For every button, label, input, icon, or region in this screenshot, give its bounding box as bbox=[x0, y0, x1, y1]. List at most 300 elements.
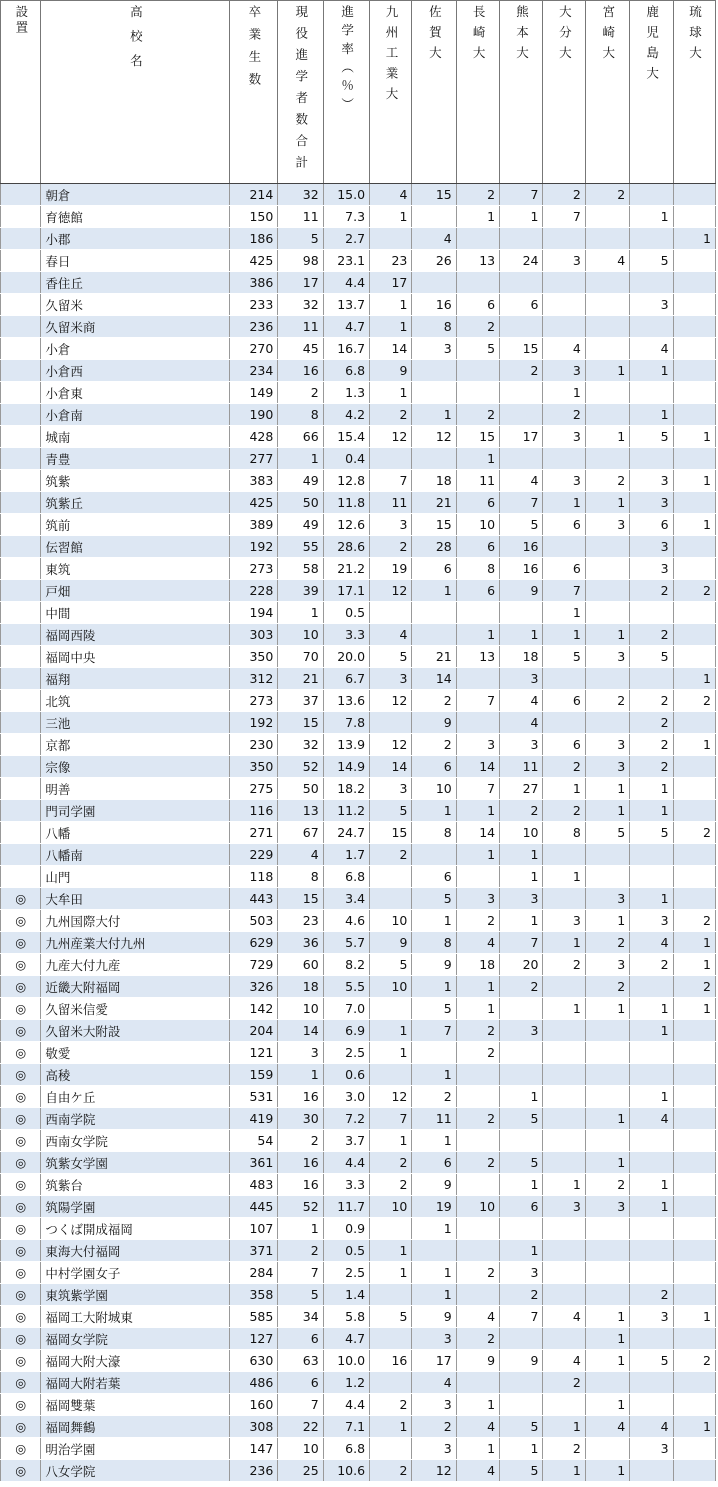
value-cell bbox=[543, 272, 585, 294]
school-name-cell: 東筑紫学園 bbox=[41, 1284, 230, 1306]
value-cell bbox=[543, 1218, 585, 1240]
value-cell: 1 bbox=[585, 1350, 629, 1372]
value-cell: 4 bbox=[456, 1306, 499, 1328]
value-cell: 24 bbox=[500, 250, 543, 272]
value-cell bbox=[585, 206, 629, 228]
value-cell: 308 bbox=[229, 1416, 277, 1438]
value-cell: 4 bbox=[500, 470, 543, 492]
value-cell: 358 bbox=[229, 1284, 277, 1306]
value-cell: 3 bbox=[543, 426, 585, 448]
value-cell: 3 bbox=[456, 734, 499, 756]
value-cell: 6 bbox=[456, 492, 499, 514]
value-cell: 9 bbox=[412, 1174, 456, 1196]
value-cell bbox=[673, 800, 715, 822]
school-name-cell: 小倉東 bbox=[41, 382, 230, 404]
value-cell: 116 bbox=[229, 800, 277, 822]
value-cell: 70 bbox=[278, 646, 323, 668]
value-cell: 8.2 bbox=[323, 954, 369, 976]
establishment-cell: ◎ bbox=[1, 1152, 41, 1174]
value-cell: 10 bbox=[412, 778, 456, 800]
value-cell: 17 bbox=[370, 272, 412, 294]
value-cell: 1 bbox=[412, 1130, 456, 1152]
value-cell bbox=[543, 1240, 585, 1262]
value-cell: 14 bbox=[370, 756, 412, 778]
value-cell: 419 bbox=[229, 1108, 277, 1130]
value-cell: 4 bbox=[456, 1416, 499, 1438]
school-name-cell: 西南女学院 bbox=[41, 1130, 230, 1152]
value-cell: 7 bbox=[543, 580, 585, 602]
value-cell bbox=[370, 998, 412, 1020]
value-cell: 16 bbox=[278, 360, 323, 382]
value-cell: 3 bbox=[630, 1438, 673, 1460]
table-row bbox=[1, 778, 716, 800]
value-cell bbox=[673, 1438, 715, 1460]
value-cell: 0.6 bbox=[323, 1064, 369, 1086]
table-row bbox=[1, 338, 716, 360]
value-cell: 3 bbox=[543, 1196, 585, 1218]
value-cell bbox=[500, 1218, 543, 1240]
school-name-cell: 宗像 bbox=[41, 756, 230, 778]
school-name-cell: 筑紫丘 bbox=[41, 492, 230, 514]
school-name-cell: 久留米商 bbox=[41, 316, 230, 338]
value-cell: 4 bbox=[500, 712, 543, 734]
value-cell: 204 bbox=[229, 1020, 277, 1042]
value-cell bbox=[456, 1240, 499, 1262]
value-cell: 3 bbox=[630, 1306, 673, 1328]
header-cell: 設置 bbox=[1, 1, 41, 184]
value-cell bbox=[543, 1086, 585, 1108]
school-name-cell: 戸畑 bbox=[41, 580, 230, 602]
value-cell: 3.3 bbox=[323, 1174, 369, 1196]
value-cell bbox=[673, 1196, 715, 1218]
value-cell: 1 bbox=[673, 668, 715, 690]
value-cell bbox=[543, 668, 585, 690]
table-row bbox=[1, 1130, 716, 1152]
value-cell bbox=[585, 580, 629, 602]
value-cell: 5 bbox=[278, 1284, 323, 1306]
value-cell: 10.0 bbox=[323, 1350, 369, 1372]
value-cell: 2 bbox=[370, 844, 412, 866]
value-cell: 2 bbox=[630, 690, 673, 712]
establishment-cell: ◎ bbox=[1, 1130, 41, 1152]
table-row bbox=[1, 844, 716, 866]
value-cell: 1 bbox=[412, 976, 456, 998]
value-cell: 2 bbox=[370, 536, 412, 558]
value-cell: 1 bbox=[585, 624, 629, 646]
value-cell: 6.8 bbox=[323, 866, 369, 888]
value-cell: 6.7 bbox=[323, 668, 369, 690]
value-cell: 12 bbox=[370, 734, 412, 756]
school-name-cell: 八幡南 bbox=[41, 844, 230, 866]
value-cell: 3.7 bbox=[323, 1130, 369, 1152]
value-cell: 12 bbox=[412, 426, 456, 448]
value-cell: 425 bbox=[229, 250, 277, 272]
value-cell bbox=[500, 382, 543, 404]
value-cell bbox=[543, 316, 585, 338]
value-cell bbox=[543, 976, 585, 998]
value-cell: 2 bbox=[630, 954, 673, 976]
value-cell: 1 bbox=[673, 228, 715, 250]
value-cell bbox=[370, 712, 412, 734]
value-cell: 6 bbox=[412, 756, 456, 778]
value-cell: 5 bbox=[500, 514, 543, 536]
value-cell: 3 bbox=[630, 470, 673, 492]
value-cell: 1 bbox=[630, 1196, 673, 1218]
value-cell: 12 bbox=[370, 1086, 412, 1108]
value-cell: 23.1 bbox=[323, 250, 369, 272]
value-cell bbox=[585, 1086, 629, 1108]
value-cell: 4 bbox=[543, 338, 585, 360]
value-cell: 16 bbox=[278, 1174, 323, 1196]
value-cell: 230 bbox=[229, 734, 277, 756]
value-cell: 192 bbox=[229, 536, 277, 558]
value-cell: 1 bbox=[585, 1108, 629, 1130]
value-cell bbox=[673, 206, 715, 228]
table-row bbox=[1, 1328, 716, 1350]
value-cell bbox=[673, 844, 715, 866]
value-cell: 8 bbox=[278, 404, 323, 426]
value-cell: 10 bbox=[500, 822, 543, 844]
value-cell: 2 bbox=[673, 580, 715, 602]
establishment-cell: ◎ bbox=[1, 1196, 41, 1218]
value-cell: 1 bbox=[456, 976, 499, 998]
value-cell: 8 bbox=[278, 866, 323, 888]
header-cell: 宮崎大 bbox=[585, 1, 629, 184]
value-cell: 3 bbox=[500, 734, 543, 756]
establishment-cell: ◎ bbox=[1, 1020, 41, 1042]
value-cell: 0.4 bbox=[323, 448, 369, 470]
value-cell: 147 bbox=[229, 1438, 277, 1460]
value-cell: 6 bbox=[456, 294, 499, 316]
value-cell bbox=[673, 1064, 715, 1086]
value-cell: 13.6 bbox=[323, 690, 369, 712]
table-row bbox=[1, 316, 716, 338]
value-cell: 15 bbox=[456, 426, 499, 448]
value-cell: 19 bbox=[412, 1196, 456, 1218]
value-cell: 275 bbox=[229, 778, 277, 800]
value-cell bbox=[585, 382, 629, 404]
school-name-cell: 自由ケ丘 bbox=[41, 1086, 230, 1108]
value-cell: 3 bbox=[630, 558, 673, 580]
value-cell: 5.7 bbox=[323, 932, 369, 954]
value-cell: 18 bbox=[412, 470, 456, 492]
value-cell: 11.7 bbox=[323, 1196, 369, 1218]
value-cell: 234 bbox=[229, 360, 277, 382]
value-cell: 3 bbox=[630, 910, 673, 932]
value-cell: 1 bbox=[585, 910, 629, 932]
value-cell bbox=[543, 1130, 585, 1152]
value-cell: 63 bbox=[278, 1350, 323, 1372]
value-cell: 21 bbox=[278, 668, 323, 690]
value-cell: 127 bbox=[229, 1328, 277, 1350]
value-cell: 8 bbox=[412, 822, 456, 844]
value-cell: 2 bbox=[543, 184, 585, 206]
value-cell: 2.7 bbox=[323, 228, 369, 250]
value-cell: 1 bbox=[630, 1020, 673, 1042]
school-name-cell: 筑紫台 bbox=[41, 1174, 230, 1196]
value-cell: 1 bbox=[543, 866, 585, 888]
value-cell: 2 bbox=[585, 690, 629, 712]
value-cell: 1.2 bbox=[323, 1372, 369, 1394]
value-cell bbox=[673, 1328, 715, 1350]
value-cell: 1 bbox=[412, 910, 456, 932]
value-cell: 1 bbox=[456, 206, 499, 228]
value-cell bbox=[543, 1020, 585, 1042]
value-cell bbox=[543, 1284, 585, 1306]
value-cell bbox=[585, 1284, 629, 1306]
value-cell: 371 bbox=[229, 1240, 277, 1262]
value-cell bbox=[630, 866, 673, 888]
table-row bbox=[1, 1064, 716, 1086]
value-cell: 9 bbox=[500, 580, 543, 602]
establishment-cell bbox=[1, 404, 41, 426]
establishment-cell bbox=[1, 734, 41, 756]
value-cell bbox=[370, 1438, 412, 1460]
school-name-cell: 久留米信愛 bbox=[41, 998, 230, 1020]
value-cell: 1 bbox=[500, 1174, 543, 1196]
establishment-cell bbox=[1, 382, 41, 404]
value-cell: 1 bbox=[543, 602, 585, 624]
school-name-cell: 筑陽学園 bbox=[41, 1196, 230, 1218]
value-cell: 142 bbox=[229, 998, 277, 1020]
value-cell: 20 bbox=[500, 954, 543, 976]
value-cell: 0.9 bbox=[323, 1218, 369, 1240]
value-cell bbox=[673, 1284, 715, 1306]
table-row bbox=[1, 954, 716, 976]
value-cell bbox=[673, 1394, 715, 1416]
school-name-cell: 八幡 bbox=[41, 822, 230, 844]
value-cell: 1 bbox=[456, 1394, 499, 1416]
value-cell: 4 bbox=[456, 1460, 499, 1482]
value-cell: 1 bbox=[673, 470, 715, 492]
header-cell: 現役進学者数合計 bbox=[278, 1, 323, 184]
value-cell bbox=[630, 1328, 673, 1350]
value-cell: 273 bbox=[229, 690, 277, 712]
table-row bbox=[1, 1306, 716, 1328]
value-cell bbox=[500, 404, 543, 426]
value-cell: 1 bbox=[673, 426, 715, 448]
value-cell bbox=[585, 1240, 629, 1262]
value-cell: 0.5 bbox=[323, 602, 369, 624]
value-cell: 1 bbox=[278, 602, 323, 624]
value-cell: 2 bbox=[456, 1020, 499, 1042]
value-cell: 12 bbox=[370, 690, 412, 712]
table-row bbox=[1, 1086, 716, 1108]
establishment-cell bbox=[1, 360, 41, 382]
value-cell: 6 bbox=[630, 514, 673, 536]
value-cell bbox=[673, 382, 715, 404]
value-cell: 383 bbox=[229, 470, 277, 492]
value-cell: 3 bbox=[585, 756, 629, 778]
value-cell bbox=[543, 844, 585, 866]
school-name-cell: 北筑 bbox=[41, 690, 230, 712]
value-cell: 1 bbox=[543, 1174, 585, 1196]
value-cell: 150 bbox=[229, 206, 277, 228]
value-cell bbox=[585, 1042, 629, 1064]
value-cell: 2 bbox=[370, 1152, 412, 1174]
value-cell: 2 bbox=[412, 690, 456, 712]
value-cell: 16 bbox=[500, 536, 543, 558]
value-cell: 118 bbox=[229, 866, 277, 888]
value-cell: 3.3 bbox=[323, 624, 369, 646]
value-cell: 2 bbox=[370, 1394, 412, 1416]
value-cell: 2.5 bbox=[323, 1042, 369, 1064]
establishment-cell bbox=[1, 646, 41, 668]
value-cell: 284 bbox=[229, 1262, 277, 1284]
school-name-cell: 高稜 bbox=[41, 1064, 230, 1086]
value-cell: 66 bbox=[278, 426, 323, 448]
value-cell: 7 bbox=[278, 1262, 323, 1284]
school-name-cell: 中村学園女子 bbox=[41, 1262, 230, 1284]
value-cell: 273 bbox=[229, 558, 277, 580]
value-cell bbox=[500, 1042, 543, 1064]
value-cell: 1 bbox=[630, 360, 673, 382]
value-cell: 3.0 bbox=[323, 1086, 369, 1108]
table-row bbox=[1, 228, 716, 250]
establishment-cell: ◎ bbox=[1, 954, 41, 976]
value-cell: 10 bbox=[456, 1196, 499, 1218]
value-cell bbox=[673, 646, 715, 668]
value-cell: 21 bbox=[412, 492, 456, 514]
value-cell: 7.0 bbox=[323, 998, 369, 1020]
value-cell: 1 bbox=[585, 426, 629, 448]
value-cell: 1 bbox=[456, 624, 499, 646]
value-cell bbox=[456, 1218, 499, 1240]
value-cell: 7.3 bbox=[323, 206, 369, 228]
value-cell: 271 bbox=[229, 822, 277, 844]
value-cell bbox=[673, 404, 715, 426]
value-cell: 5 bbox=[278, 228, 323, 250]
value-cell: 1 bbox=[370, 1262, 412, 1284]
establishment-cell bbox=[1, 184, 41, 206]
value-cell: 17.1 bbox=[323, 580, 369, 602]
establishment-cell bbox=[1, 206, 41, 228]
value-cell: 14 bbox=[456, 756, 499, 778]
value-cell: 233 bbox=[229, 294, 277, 316]
value-cell: 11.8 bbox=[323, 492, 369, 514]
value-cell bbox=[673, 1130, 715, 1152]
value-cell bbox=[370, 1372, 412, 1394]
value-cell: 1 bbox=[278, 1218, 323, 1240]
header-cell: 琉球大 bbox=[673, 1, 715, 184]
value-cell bbox=[412, 624, 456, 646]
value-cell: 1 bbox=[456, 448, 499, 470]
school-name-cell: 久留米 bbox=[41, 294, 230, 316]
value-cell: 2 bbox=[630, 624, 673, 646]
establishment-cell: ◎ bbox=[1, 1174, 41, 1196]
value-cell: 5 bbox=[412, 888, 456, 910]
value-cell bbox=[543, 228, 585, 250]
value-cell: 1 bbox=[673, 734, 715, 756]
value-cell bbox=[630, 228, 673, 250]
value-cell bbox=[673, 1218, 715, 1240]
school-name-cell: 大牟田 bbox=[41, 888, 230, 910]
table-row bbox=[1, 1218, 716, 1240]
value-cell: 2 bbox=[500, 800, 543, 822]
value-cell: 11.2 bbox=[323, 800, 369, 822]
value-cell: 1 bbox=[630, 1174, 673, 1196]
establishment-cell: ◎ bbox=[1, 1064, 41, 1086]
value-cell bbox=[543, 1152, 585, 1174]
value-cell: 49 bbox=[278, 514, 323, 536]
value-cell bbox=[673, 448, 715, 470]
value-cell: 3 bbox=[543, 470, 585, 492]
value-cell: 67 bbox=[278, 822, 323, 844]
table-row bbox=[1, 206, 716, 228]
value-cell: 1 bbox=[412, 1064, 456, 1086]
value-cell bbox=[543, 1394, 585, 1416]
value-cell: 2 bbox=[585, 184, 629, 206]
value-cell bbox=[673, 1086, 715, 1108]
establishment-cell bbox=[1, 690, 41, 712]
value-cell: 2 bbox=[500, 1284, 543, 1306]
header-cell: 大分大 bbox=[543, 1, 585, 184]
header-cell: 九州工業大 bbox=[370, 1, 412, 184]
value-cell bbox=[456, 1174, 499, 1196]
establishment-cell bbox=[1, 492, 41, 514]
table-row bbox=[1, 1108, 716, 1130]
value-cell bbox=[585, 1262, 629, 1284]
value-cell: 1.4 bbox=[323, 1284, 369, 1306]
value-cell: 5 bbox=[370, 800, 412, 822]
value-cell: 2 bbox=[456, 1328, 499, 1350]
value-cell: 1 bbox=[585, 1328, 629, 1350]
value-cell bbox=[630, 1064, 673, 1086]
value-cell bbox=[456, 602, 499, 624]
value-cell: 1 bbox=[543, 778, 585, 800]
establishment-cell bbox=[1, 294, 41, 316]
value-cell: 5 bbox=[543, 646, 585, 668]
value-cell: 3 bbox=[585, 514, 629, 536]
value-cell bbox=[543, 536, 585, 558]
value-cell: 5 bbox=[412, 998, 456, 1020]
value-cell: 15 bbox=[278, 712, 323, 734]
school-name-cell: 福岡中央 bbox=[41, 646, 230, 668]
establishment-cell bbox=[1, 800, 41, 822]
value-cell: 3 bbox=[278, 1042, 323, 1064]
value-cell: 4.4 bbox=[323, 272, 369, 294]
table-row bbox=[1, 976, 716, 998]
value-cell bbox=[370, 1284, 412, 1306]
value-cell: 1 bbox=[412, 1284, 456, 1306]
school-name-cell: 香住丘 bbox=[41, 272, 230, 294]
value-cell bbox=[630, 1262, 673, 1284]
value-cell: 443 bbox=[229, 888, 277, 910]
value-cell: 7.8 bbox=[323, 712, 369, 734]
value-cell: 52 bbox=[278, 1196, 323, 1218]
value-cell: 1 bbox=[673, 954, 715, 976]
value-cell: 9 bbox=[456, 1350, 499, 1372]
value-cell: 55 bbox=[278, 536, 323, 558]
table-row bbox=[1, 382, 716, 404]
value-cell: 5 bbox=[500, 1416, 543, 1438]
value-cell bbox=[673, 250, 715, 272]
value-cell bbox=[630, 1130, 673, 1152]
value-cell: 5.8 bbox=[323, 1306, 369, 1328]
value-cell: 16 bbox=[500, 558, 543, 580]
table-row bbox=[1, 250, 716, 272]
value-cell: 15 bbox=[500, 338, 543, 360]
school-name-cell: 福岡舞鶴 bbox=[41, 1416, 230, 1438]
value-cell: 2 bbox=[543, 800, 585, 822]
value-cell bbox=[585, 448, 629, 470]
value-cell bbox=[585, 1438, 629, 1460]
value-cell: 16 bbox=[278, 1152, 323, 1174]
value-cell: 7 bbox=[370, 470, 412, 492]
value-cell bbox=[456, 866, 499, 888]
value-cell: 8 bbox=[543, 822, 585, 844]
table-row bbox=[1, 536, 716, 558]
